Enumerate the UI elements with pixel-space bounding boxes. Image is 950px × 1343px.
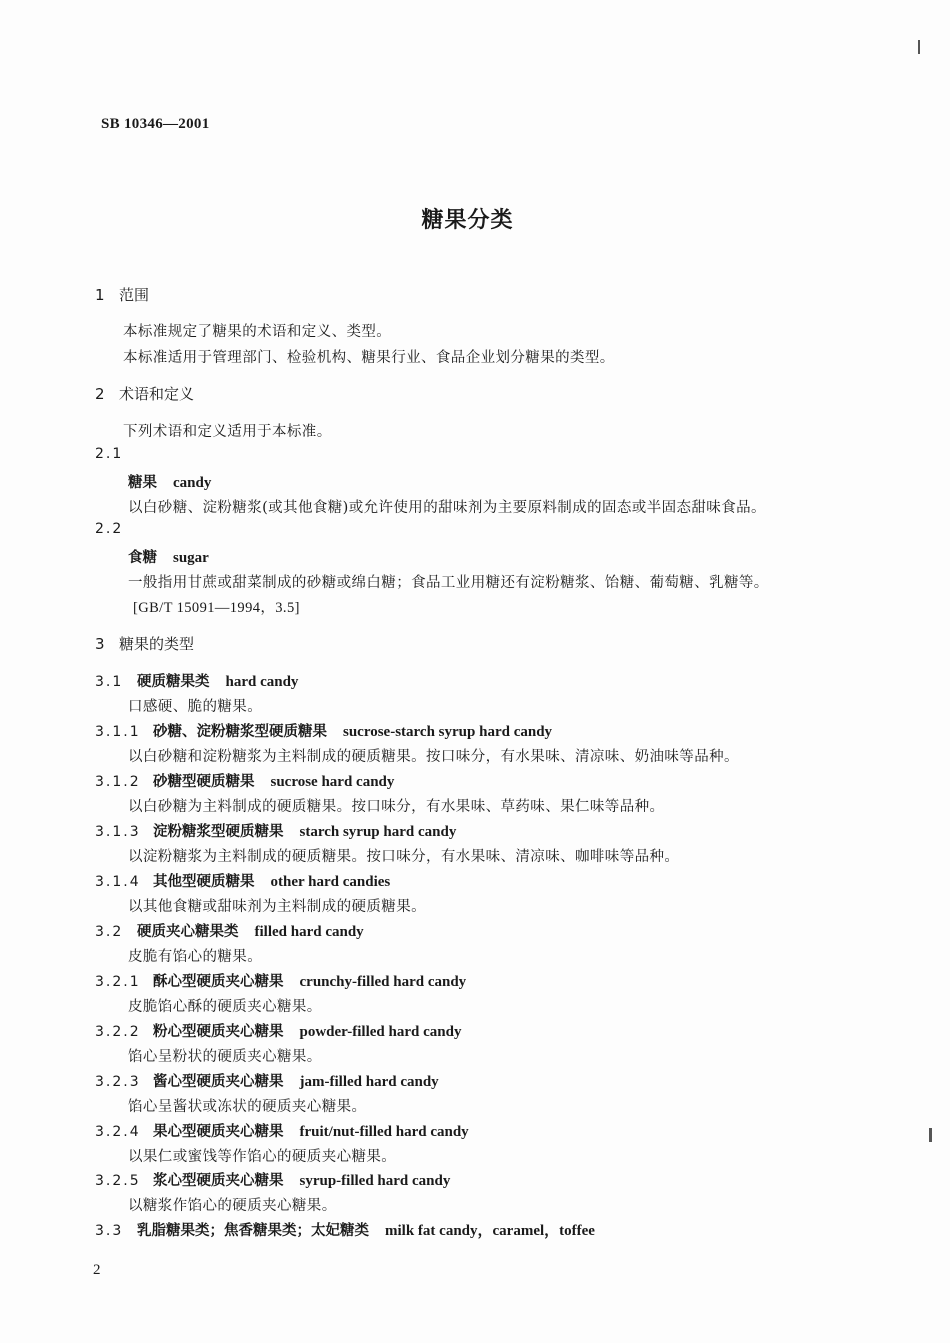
clause-text: 以其他食糖或甜味剂为主料制成的硬质糖果。 <box>128 899 426 915</box>
clause-heading <box>95 1070 439 1091</box>
term-cn: 酥心型硬质夹心糖果 <box>153 974 284 990</box>
term-heading <box>128 471 211 492</box>
term-cn: 食糖 <box>128 550 157 566</box>
term-cn: 砂糖型硬质糖果 <box>153 774 255 790</box>
section-number: 1 <box>95 286 105 304</box>
clause-text: 馅心呈粉状的硬质夹心糖果。 <box>128 1049 322 1065</box>
clause-heading <box>95 720 552 741</box>
clause-number: 3.2.5 <box>95 1173 141 1189</box>
clause-text: 以淀粉糖浆为主料制成的硬质糖果。按口味分，有水果味、清凉味、咖啡味等品种。 <box>128 849 680 865</box>
clause-number: 3.2.3 <box>95 1074 141 1090</box>
term-cn: 其他型硬质糖果 <box>153 874 255 890</box>
document-code: SB 10346—2001 <box>101 116 210 132</box>
term-en: filled hard candy <box>254 924 364 940</box>
term-en: other hard candies <box>270 874 391 890</box>
term-cn: 淀粉糖浆型硬质糖果 <box>153 824 284 840</box>
clause-number: 3.2 <box>95 924 124 940</box>
definition-text: 以白砂糖、淀粉糖浆(或其他食糖)或允许使用的甜味剂为主要原料制成的固态或半固态甜味食品。 <box>128 500 766 516</box>
term-en: fruit/nut-filled hard candy <box>299 1124 469 1140</box>
clause-number: 3.2.4 <box>95 1124 141 1140</box>
term-en: candy <box>173 475 212 491</box>
section-3-heading <box>95 633 194 654</box>
section-title: 术语和定义 <box>119 385 195 403</box>
clause-text: 以果仁或蜜饯等作馅心的硬质夹心糖果。 <box>128 1149 397 1165</box>
section-2-heading <box>95 383 194 404</box>
clause-number: 3.3 <box>95 1223 124 1239</box>
section-1-heading <box>95 284 149 305</box>
clause-heading <box>95 970 466 991</box>
paragraph: 本标准规定了糖果的术语和定义、类型。 <box>123 324 392 340</box>
paragraph: 本标准适用于管理部门、检验机构、糖果行业、食品企业划分糖果的类型。 <box>123 350 615 366</box>
clause-heading <box>95 770 394 791</box>
definition-text: 一般指用甘蔗或甜菜制成的砂糖或绵白糖；食品工业用糖还有淀粉糖浆、饴糖、葡萄糖、乳糖等。 <box>128 575 769 591</box>
clause-text: 皮脆馅心酥的硬质夹心糖果。 <box>128 999 322 1015</box>
term-en: milk fat candy，caramel，toffee <box>385 1223 595 1239</box>
section-number: 2 <box>95 385 105 403</box>
paragraph: 下列术语和定义适用于本标准。 <box>123 424 332 440</box>
clause-number: 2.1 <box>95 446 124 462</box>
scan-edge-mark <box>929 1128 932 1142</box>
page-number: 2 <box>93 1262 101 1278</box>
clause-number: 3.1 <box>95 674 124 690</box>
term-en: crunchy-filled hard candy <box>299 974 467 990</box>
clause-text: 皮脆有馅心的糖果。 <box>128 949 263 965</box>
term-en: powder-filled hard candy <box>299 1024 462 1040</box>
term-en: jam-filled hard candy <box>299 1074 439 1090</box>
clause-number: 3.2.1 <box>95 974 141 990</box>
scan-edge-mark <box>918 40 920 54</box>
term-en: sucrose hard candy <box>270 774 395 790</box>
term-cn: 酱心型硬质夹心糖果 <box>153 1074 284 1090</box>
clause-heading <box>95 820 456 841</box>
reference: [GB/T 15091—1994，3.5] <box>133 600 300 616</box>
term-en: syrup-filled hard candy <box>299 1173 451 1189</box>
clause-number: 3.1.1 <box>95 724 141 740</box>
clause-heading <box>95 1020 461 1041</box>
term-heading <box>128 546 209 567</box>
clause-heading <box>95 1120 469 1141</box>
clause-heading <box>95 670 298 691</box>
clause-number: 3.2.2 <box>95 1024 141 1040</box>
clause-heading <box>95 920 364 941</box>
term-en: sucrose-starch syrup hard candy <box>343 724 553 740</box>
term-cn: 乳脂糖果类；焦香糖果类；太妃糖类 <box>137 1223 369 1239</box>
section-title: 糖果的类型 <box>119 635 195 653</box>
page-title: 糖果分类 <box>421 208 514 233</box>
clause-heading <box>95 1169 450 1190</box>
clause-heading <box>95 870 390 891</box>
term-cn: 果心型硬质夹心糖果 <box>153 1124 284 1140</box>
term-en: starch syrup hard candy <box>299 824 457 840</box>
term-cn: 糖果 <box>128 475 157 491</box>
term-en: sugar <box>173 550 209 566</box>
term-en: hard candy <box>225 674 299 690</box>
term-cn: 浆心型硬质夹心糖果 <box>153 1173 284 1189</box>
term-cn: 硬质糖果类 <box>137 674 210 690</box>
clause-number: 3.1.2 <box>95 774 141 790</box>
clause-number: 2.2 <box>95 521 124 537</box>
term-cn: 砂糖、淀粉糖浆型硬质糖果 <box>153 724 327 740</box>
section-title: 范围 <box>119 286 150 304</box>
clause-number: 3.1.3 <box>95 824 141 840</box>
clause-number: 3.1.4 <box>95 874 141 890</box>
clause-text: 口感硬、脆的糖果。 <box>128 699 263 715</box>
clause-text: 以白砂糖和淀粉糖浆为主料制成的硬质糖果。按口味分，有水果味、清凉味、奶油味等品种。 <box>128 749 739 765</box>
clause-text: 以白砂糖为主料制成的硬质糖果。按口味分，有水果味、草药味、果仁味等品种。 <box>128 799 665 815</box>
clause-heading <box>95 1219 595 1240</box>
clause-text: 馅心呈酱状或冻状的硬质夹心糖果。 <box>128 1099 367 1115</box>
term-cn: 硬质夹心糖果类 <box>137 924 239 940</box>
section-number: 3 <box>95 635 105 653</box>
term-cn: 粉心型硬质夹心糖果 <box>153 1024 284 1040</box>
clause-text: 以糖浆作馅心的硬质夹心糖果。 <box>128 1198 337 1214</box>
